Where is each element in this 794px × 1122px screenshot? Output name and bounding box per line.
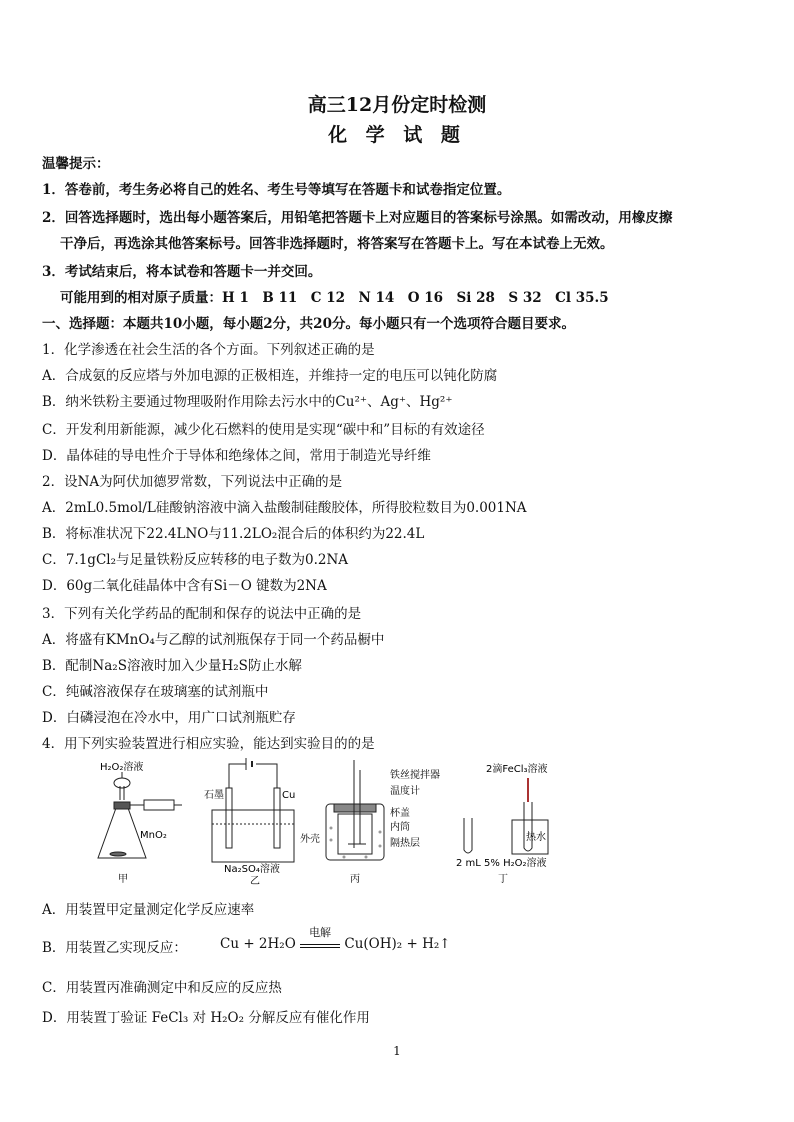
q2-option-d: D．60g二氧化硅晶体中含有Si－O 键数为2NA [42, 578, 327, 594]
apparatus-figure [94, 758, 554, 888]
eq-arrow [300, 926, 340, 948]
eq-right: Cu(OH)₂ + H₂↑ [344, 936, 451, 952]
q2-option-c: C．7.1gCl₂与足量铁粉反应转移的电子数为0.2NA [42, 552, 349, 568]
jia-label: 甲 [118, 874, 128, 885]
notice-item-2-cont: 干净后，再选涂其他答案标号。回答非选择题时，将答案写在答题卡上。写在本试卷上无效。 [60, 236, 614, 252]
q2-stem: 2．设NA为阿伏加德罗常数，下列说法中正确的是 [42, 474, 343, 490]
notice-heading: 温馨提示： [42, 156, 110, 172]
atomic-masses: 可能用到的相对原子质量：H 1 B 11 C 12 N 14 O 16 Si 28 S 32 Cl 35.5 [60, 290, 609, 306]
apparatus-yi [212, 758, 294, 862]
page-number: 1 [393, 1044, 401, 1058]
q3-option-b: B．配制Na₂S溶液时加入少量H₂S防止水解 [42, 658, 302, 674]
q1-stem: 1．化学渗透在社会生活的各个方面。下列叙述正确的是 [42, 342, 375, 358]
bing-outer-label: 外壳 [300, 834, 320, 845]
notice-item-1: 1．答卷前，考生务必将自己的姓名、考生号等填写在答题卡和试卷指定位置。 [42, 182, 511, 198]
q1-option-c: C．开发利用新能源，减少化石燃料的使用是实现“碳中和”目标的有效途径 [42, 422, 485, 438]
q3-option-d: D．白磷浸泡在冷水中，用广口试剂瓶贮存 [42, 710, 296, 726]
q4-option-b-prefix: B．用装置乙实现反应： [42, 940, 187, 956]
ding-label: 丁 [498, 874, 508, 885]
q3-option-a: A．将盛有KMnO₄与乙醇的试剂瓶保存于同一个药品橱中 [42, 632, 385, 648]
q4-option-d: D．用装置丁验证 FeCl₃ 对 H₂O₂ 分解反应有催化作用 [42, 1010, 370, 1026]
bing-lid-label: 杯盖 [390, 808, 410, 819]
bing-label: 丙 [350, 874, 360, 885]
notice-item-3: 3．考试结束后，将本试卷和答题卡一并交回。 [42, 264, 322, 280]
apparatus-bing [326, 760, 384, 860]
notice-item-2: 2．回答选择题时，选出每小题答案后，用铅笔把答题卡上对应题目的答案标号涂黑。如需改动，用橡皮擦 [42, 210, 673, 226]
q2-option-a: A．2mL0.5mol/L硅酸钠溶液中滴入盐酸制硅酸胶体，所得胶粒数目为0.001NA [42, 500, 527, 516]
q1-option-d: D．晶体硅的导电性介于导体和绝缘体之间，常用于制造光导纤维 [42, 448, 431, 464]
bing-stirrer-label: 铁丝搅拌器 [390, 770, 440, 781]
jia-solid-label: MnO₂ [140, 830, 167, 841]
apparatus-jia [98, 772, 182, 858]
ding-drops-label: 2滴FeCl₃溶液 [486, 764, 548, 775]
bing-inner-label: 内筒 [390, 822, 410, 833]
page-title: 高三12月份定时检测 [307, 94, 487, 116]
q4-stem: 4．用下列实验装置进行相应实验，能达到实验目的的是 [42, 736, 375, 752]
q4-option-c: C．用装置丙准确测定中和反应的反应热 [42, 980, 282, 996]
yi-left-electrode-label: 石墨 [204, 790, 224, 801]
ding-hot-water-label: 热水 [526, 832, 546, 843]
q1-option-a: A．合成氨的反应塔与外加电源的正极相连，并维持一定的电压可以钝化防腐 [42, 368, 498, 384]
q1-option-b: B．纳米铁粉主要通过物理吸附作用除去污水中的Cu²⁺、Ag⁺、Hg²⁺ [42, 394, 453, 410]
bing-thermometer-label: 温度计 [390, 786, 420, 797]
eq-condition: 电解 [309, 926, 332, 939]
eq-left: Cu + 2H₂O [220, 936, 296, 952]
ding-solution-label: 2 mL 5% H₂O₂溶液 [456, 858, 547, 869]
yi-label: 乙 [250, 876, 260, 887]
q4-option-a: A．用装置甲定量测定化学反应速率 [42, 902, 255, 918]
bing-insulation-label: 隔热层 [390, 838, 420, 849]
yi-right-electrode-label: Cu [282, 790, 296, 801]
page-subtitle: 化 学 试 题 [328, 124, 466, 146]
q3-stem: 3．下列有关化学药品的配制和保存的说法中正确的是 [42, 606, 362, 622]
yi-solution-label: Na₂SO₄溶液 [224, 864, 280, 875]
q2-option-b: B．将标准状况下22.4LNO与11.2LO₂混合后的体积约为22.4L [42, 526, 425, 542]
section-heading: 一、选择题：本题共10小题，每小题2分，共20分。每小题只有一个选项符合题目要求。 [42, 316, 575, 332]
q4-equation [220, 926, 451, 952]
q3-option-c: C．纯碱溶液保存在玻璃塞的试剂瓶中 [42, 684, 269, 700]
jia-reagent-label: H₂O₂溶液 [100, 762, 144, 773]
